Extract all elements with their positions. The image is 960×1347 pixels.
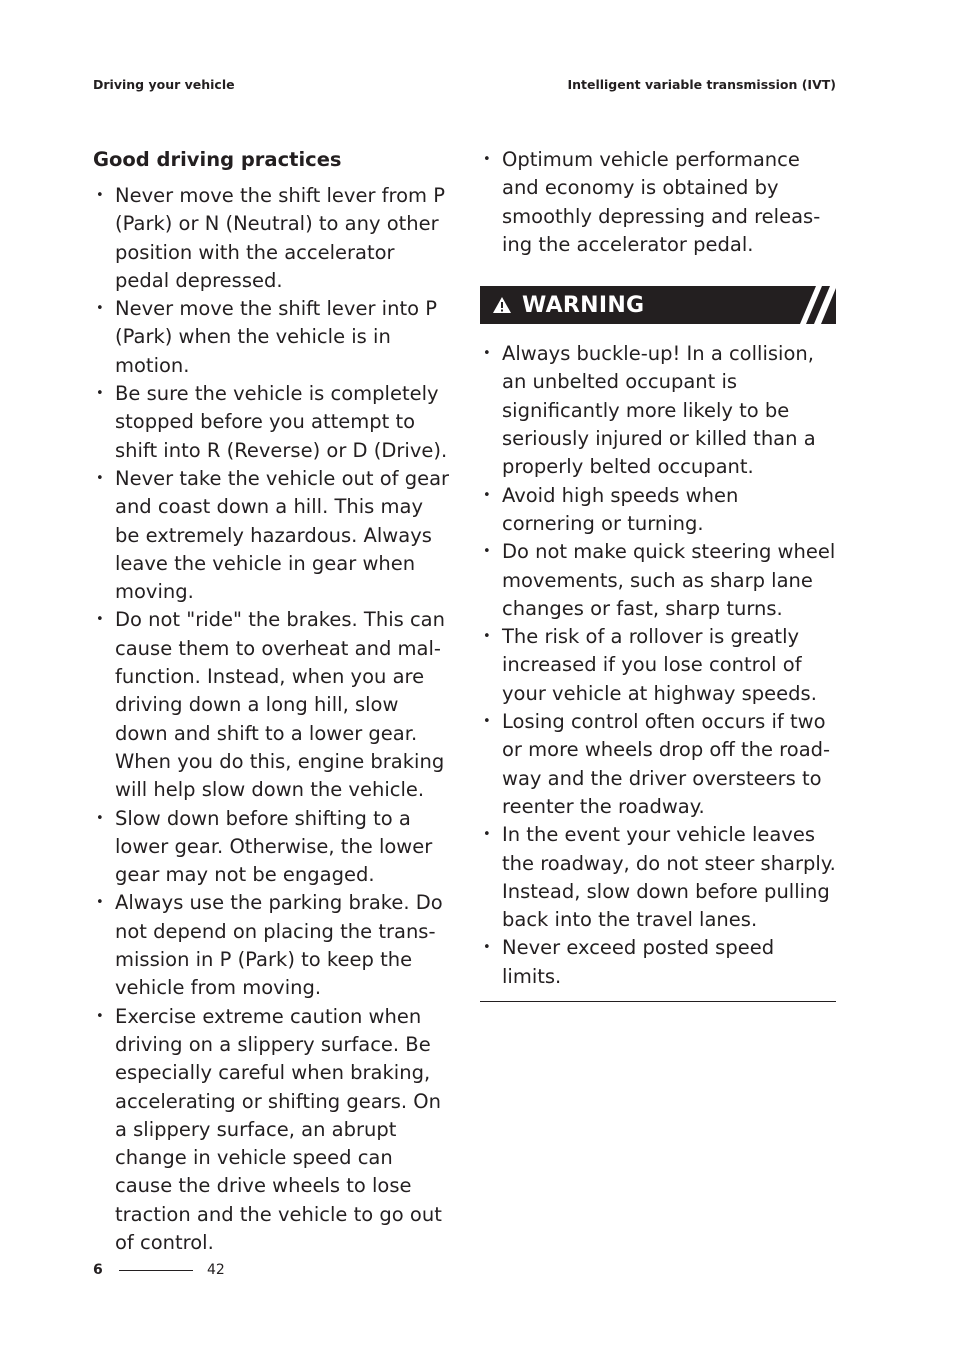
list-item: • Do not "ride" the brakes. This can cause them to overheat and malfunction. Instead, when you are driving down a long hill, slow down and shift to a lower gear. When you do this, engine braking will help slow down the vehicle. — [93, 606, 451, 804]
page-header — [93, 77, 836, 92]
list-item: • Be sure the vehicle is completely stopped before you attempt to shift into R (Reverse) or D (Drive). — [93, 380, 451, 465]
page-number: 42 — [207, 1262, 225, 1278]
header-chapter-title: Intelligent variable transmission (IVT) — [567, 77, 836, 92]
list-item: • In the event your vehicle leaves the roadway, do not steer sharply. Instead, slow down before pulling back into the travel lanes. — [480, 821, 836, 934]
footer-rule — [119, 1270, 193, 1271]
list-item: • Always buckle-up! In a collision, an unbelted occupant is significantly more likely to be seriously injured or killed than a properly belted occupant. — [480, 340, 836, 481]
good-driving-practices-list — [93, 182, 451, 1257]
chapter-number: 6 — [93, 1262, 103, 1278]
section-title: Good driving practices — [93, 148, 342, 171]
left-column — [93, 146, 451, 1257]
list-item: • Avoid high speeds when cornering or turning. — [480, 482, 836, 539]
warning-triangle-icon — [482, 296, 522, 314]
warning-list — [480, 340, 836, 991]
list-item: • The risk of a rollover is greatly increased if you lose control of your vehicle at highway speeds. — [480, 623, 836, 708]
continued-list — [480, 146, 836, 259]
list-item: • Never move the shift lever from P (Park) or N (Neutral) to any other position with the accelerator pedal depressed. — [93, 182, 451, 295]
list-item: • Exercise extreme caution when driving on a slippery surface. Be especially careful when braking, accelerating or shifting gears. On a slippery surface, an abrupt change in vehicle speed can cause the drive wheels to lose traction and the vehicle to go out of control. — [93, 1003, 451, 1258]
list-item: • Never exceed posted speed limits. — [480, 934, 836, 991]
list-item: • Always use the parking brake. Do not depend on placing the transmission in P (Park) to keep the vehicle from moving. — [93, 889, 451, 1002]
list-item: • Never take the vehicle out of gear and coast down a hill. This may be extremely hazardous. Always leave the vehicle in gear when moving. — [93, 465, 451, 606]
warning-banner — [480, 286, 836, 324]
list-item: • Losing control often occurs if two or more wheels drop off the roadway and the driver oversteers to reenter the roadway. — [480, 708, 836, 821]
list-item: • Never move the shift lever into P (Park) when the vehicle is in motion. — [93, 295, 451, 380]
header-section-title: Driving your vehicle — [93, 77, 235, 92]
right-column — [480, 146, 836, 1010]
warning-end-rule — [480, 1001, 836, 1002]
list-item: • Slow down before shifting to a lower gear. Otherwise, the lower gear may not be engaged. — [93, 805, 451, 890]
warning-stripes — [776, 286, 836, 324]
list-item: • Optimum vehicle performance and economy is obtained by smoothly depressing and releasing the accelerator pedal. — [480, 146, 836, 259]
list-item: • Do not make quick steering wheel movements, such as sharp lane changes or fast, sharp turns. — [480, 538, 836, 623]
warning-label: WARNING — [522, 292, 645, 318]
page-footer — [93, 1262, 225, 1278]
